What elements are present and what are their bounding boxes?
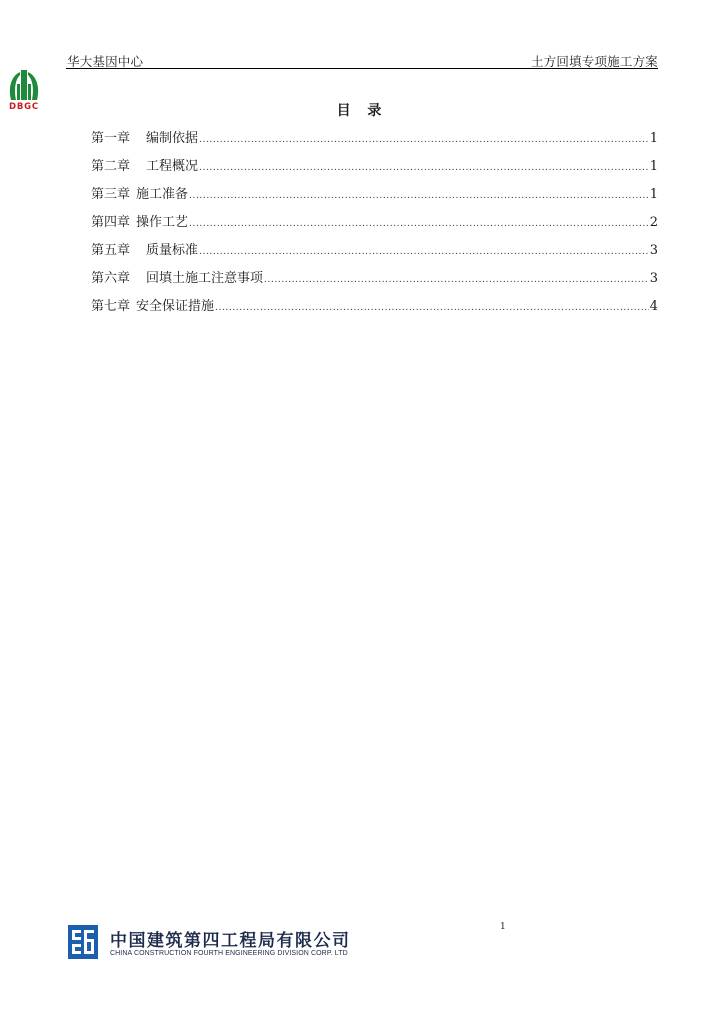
- header-divider: [66, 68, 658, 69]
- toc-chapter-number: 第五章: [91, 243, 131, 258]
- toc-entry[interactable]: [91, 239, 658, 267]
- toc-dot-leader: [199, 247, 649, 257]
- toc-dot-leader: [199, 135, 649, 145]
- toc-dot-leader: [199, 163, 649, 173]
- toc-chapter-number: 第一章: [91, 131, 131, 146]
- toc-entry[interactable]: [91, 295, 658, 323]
- toc-entry[interactable]: [91, 127, 658, 155]
- toc-entry[interactable]: [91, 211, 658, 239]
- table-of-contents: [91, 127, 658, 323]
- toc-chapter-title: 编制依据: [146, 131, 199, 146]
- toc-entry[interactable]: [91, 183, 658, 211]
- toc-chapter-title: 施工准备: [136, 187, 189, 202]
- toc-dot-leader: [189, 219, 649, 229]
- toc-dot-leader: [189, 191, 649, 201]
- page-number: 1: [500, 922, 506, 932]
- toc-page-number: 3: [649, 271, 658, 286]
- toc-dot-leader: [215, 303, 649, 313]
- header-project-name: 华大基因中心: [67, 54, 144, 69]
- header-document-title: 土方回填专项施工方案: [530, 54, 658, 69]
- toc-page-number: 1: [649, 131, 658, 146]
- footer-company-name-en: CHINA CONSTRUCTION FOURTH ENGINEERING DIVISION CORP. LTD: [110, 950, 348, 957]
- toc-dot-leader: [264, 275, 649, 285]
- toc-chapter-number: 第四章: [91, 215, 131, 230]
- toc-chapter-title: 回填土施工注意事项: [146, 271, 264, 286]
- toc-chapter-number: 第七章: [91, 299, 131, 314]
- cscec-logo-icon: [68, 925, 98, 959]
- toc-page-number: 1: [649, 159, 658, 174]
- toc-chapter-number: 第二章: [91, 159, 131, 174]
- toc-title: 目 录: [336, 103, 388, 119]
- toc-entry[interactable]: [91, 155, 658, 183]
- toc-chapter-number: 第三章: [91, 187, 131, 202]
- toc-page-number: 4: [649, 299, 658, 314]
- toc-chapter-title: 质量标准: [146, 243, 199, 258]
- dbgc-logo-text: DBGC: [9, 102, 39, 112]
- toc-chapter-title: 工程概况: [146, 159, 199, 174]
- toc-chapter-title: 安全保证措施: [136, 299, 215, 314]
- toc-entry[interactable]: [91, 267, 658, 295]
- toc-page-number: 3: [649, 243, 658, 258]
- toc-chapter-number: 第六章: [91, 271, 131, 286]
- toc-page-number: 1: [649, 187, 658, 202]
- footer-company-name-cn: 中国建筑第四工程局有限公司: [110, 931, 351, 951]
- toc-chapter-title: 操作工艺: [136, 215, 189, 230]
- toc-page-number: 2: [649, 215, 658, 230]
